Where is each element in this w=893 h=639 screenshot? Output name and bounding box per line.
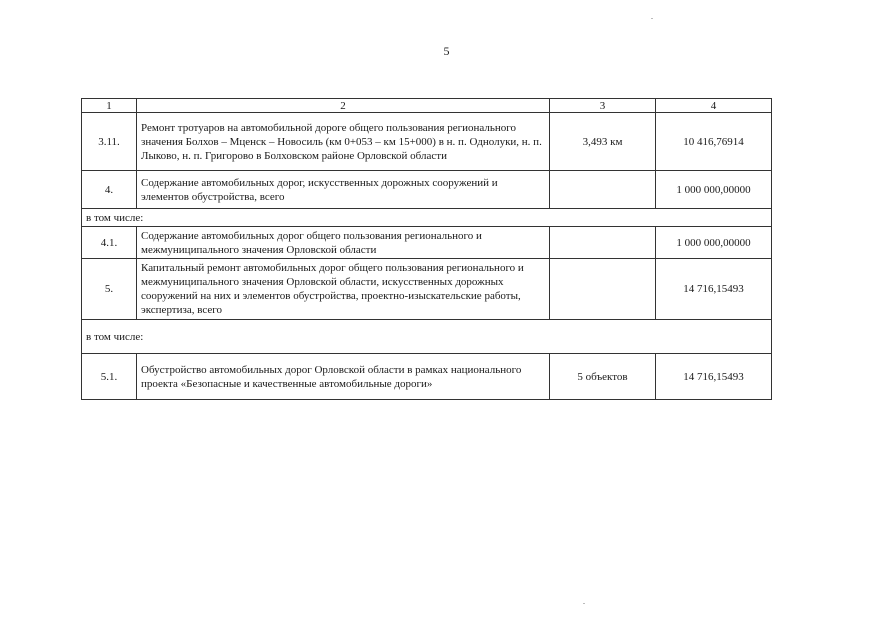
row-number: 4.1.	[82, 227, 137, 259]
scan-speck	[583, 603, 585, 604]
row-quantity	[550, 171, 656, 209]
row-description: Капитальный ремонт автомобильных дорог общего пользования регионального и межмуниципального значения Орловской области, искусственных дорожных сооружений на них и элементов обустройства, проектно-изыскательские работы, экспертиза, всего	[137, 259, 550, 320]
row-number: 5.1.	[82, 354, 137, 400]
scan-speck	[651, 18, 653, 19]
row-description: Содержание автомобильных дорог общего пользования регионального и межмуниципального значения Орловской области	[137, 227, 550, 259]
table-row	[82, 354, 772, 400]
subtotal-label: в том числе:	[82, 209, 772, 227]
row-quantity	[550, 259, 656, 320]
row-amount: 14 716,15493	[656, 259, 772, 320]
row-amount: 1 000 000,00000	[656, 171, 772, 209]
table-row	[82, 113, 772, 171]
table-row	[82, 259, 772, 320]
row-number: 5.	[82, 259, 137, 320]
table-row	[82, 171, 772, 209]
budget-table	[81, 98, 772, 400]
table-header-row	[82, 99, 772, 113]
row-quantity: 5 объектов	[550, 354, 656, 400]
row-description: Содержание автомобильных дорог, искусственных дорожных сооружений и элементов обустройства, всего	[137, 171, 550, 209]
row-quantity	[550, 227, 656, 259]
table-span-row	[82, 209, 772, 227]
page-number: 5	[443, 44, 450, 58]
header-cell-2: 2	[137, 99, 550, 113]
row-number: 3.11.	[82, 113, 137, 171]
subtotal-label: в том числе:	[82, 320, 772, 354]
row-number: 4.	[82, 171, 137, 209]
row-amount: 1 000 000,00000	[656, 227, 772, 259]
row-quantity: 3,493 км	[550, 113, 656, 171]
header-cell-1: 1	[82, 99, 137, 113]
row-amount: 14 716,15493	[656, 354, 772, 400]
table-span-row	[82, 320, 772, 354]
row-description: Обустройство автомобильных дорог Орловской области в рамках национального проекта «Безопасные и качественные автомобильные дороги»	[137, 354, 550, 400]
row-amount: 10 416,76914	[656, 113, 772, 171]
table-row	[82, 227, 772, 259]
row-description: Ремонт тротуаров на автомобильной дороге общего пользования регионального значения Болхов – Мценск – Новосиль (км 0+053 – км 15+000) в н. п. Однолуки, н. п. Лыково, н. п. Григорово в Болховском районе Орловской области	[137, 113, 550, 171]
header-cell-4: 4	[656, 99, 772, 113]
header-cell-3: 3	[550, 99, 656, 113]
